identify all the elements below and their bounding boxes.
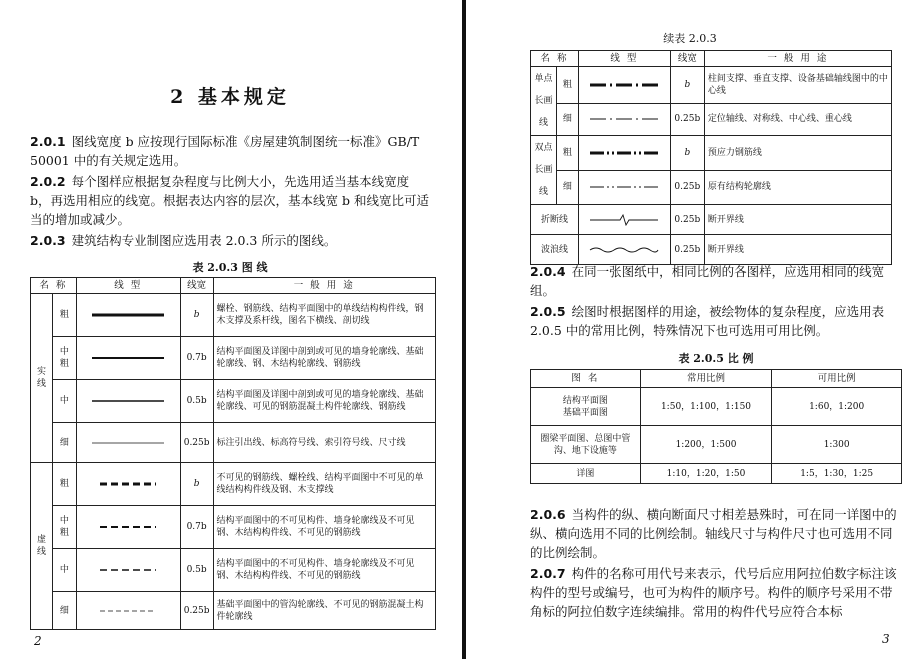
line-width: 0.25b — [180, 423, 213, 463]
break-line-icon — [586, 214, 662, 226]
clause-text: 当构件的纵、横向断面尺寸相差悬殊时，可在同一详图中的纵、横向选用不同的比例绘制。轴线尺寸与构件尺寸也可选用不同的比例绘制。 — [530, 507, 897, 560]
optional-scale: 1:5，1:30，1:25 — [772, 464, 902, 484]
book-spine — [460, 0, 470, 659]
group-name: 实线 — [31, 294, 53, 463]
table-row — [31, 423, 436, 463]
clause-number: 2.0.6 — [530, 507, 566, 522]
table-row — [31, 592, 436, 630]
sub-name: 中 — [52, 380, 76, 423]
sub-name: 细 — [556, 103, 578, 135]
usage: 柱间支撑、垂直支撑、设备基础轴线图中的中心线 — [704, 67, 891, 104]
header-width: 线宽 — [670, 51, 704, 67]
clause-number: 2.0.1 — [30, 134, 66, 149]
line-width: b — [180, 463, 213, 506]
line-width: 0.25b — [670, 235, 704, 265]
clause-number: 2.0.3 — [30, 233, 66, 248]
line-sample — [76, 294, 180, 337]
usage: 基础平面图中的管沟轮廓线、不可见的钢筋混凝土构件轮廓线 — [213, 592, 435, 630]
table-row — [31, 506, 436, 549]
usage: 定位轴线、对称线、中心线、重心线 — [704, 103, 891, 135]
table-row — [531, 136, 892, 171]
line-sample — [578, 235, 670, 265]
wavy-line-icon — [586, 245, 662, 255]
line-sample — [578, 136, 670, 171]
clause-2-0-6 — [530, 505, 902, 562]
double-dash-dot-thin-line-icon — [586, 183, 662, 191]
usage: 螺栓、钢筋线、结构平面图中的单线结构构件线，钢木支撑及系杆线，图名下横线、剖切线 — [213, 294, 435, 337]
line-width: 0.25b — [670, 170, 704, 205]
line-width: 0.7b — [180, 506, 213, 549]
usage: 标注引出线、标高符号线、索引符号线、尺寸线 — [213, 423, 435, 463]
table-row — [531, 464, 902, 484]
usage: 结构平面图中的不可见构件、墙身轮廓线及不可见钢、木结构构件线、不可见的钢筋线 — [213, 506, 435, 549]
sub-name: 粗 — [556, 136, 578, 171]
row-name: 双点长画线 — [531, 136, 557, 205]
header-use: 一 般 用 途 — [704, 51, 891, 67]
table-row — [531, 388, 902, 426]
usage: 预应力钢筋线 — [704, 136, 891, 171]
line-sample — [578, 103, 670, 135]
dash-dot-thin-line-icon — [586, 115, 662, 123]
table-row — [31, 337, 436, 380]
line-width: 0.5b — [180, 380, 213, 423]
double-dash-dot-thick-line-icon — [586, 149, 662, 157]
line-width: 0.5b — [180, 549, 213, 592]
table-row — [31, 549, 436, 592]
solid-thick-line-icon — [88, 311, 168, 319]
table-row — [531, 103, 892, 135]
line-sample — [76, 592, 180, 630]
header-name: 名 称 — [31, 278, 77, 294]
header-name: 名 称 — [531, 51, 579, 67]
solid-thin-line-icon — [88, 439, 168, 447]
optional-scale: 1:300 — [772, 426, 902, 464]
line-sample — [578, 67, 670, 104]
clause-text: 图线宽度 b 应按现行国际标准《房屋建筑制图统一标准》GB/T 50001 中的有关规定选用。 — [30, 134, 420, 168]
sub-name: 中粗 — [52, 506, 76, 549]
sub-name: 细 — [52, 592, 76, 630]
table-row — [31, 463, 436, 506]
dashed-thin-line-icon — [88, 607, 168, 615]
line-width: 0.25b — [670, 103, 704, 135]
page-number: 3 — [882, 632, 890, 646]
clause-2-0-7 — [530, 564, 902, 621]
line-sample — [76, 337, 180, 380]
drawing-name: 圈梁平面图、总图中管沟、地下设施等 — [531, 426, 641, 464]
table-row — [531, 235, 892, 265]
line-sample — [578, 205, 670, 235]
header-use: 一 般 用 途 — [213, 278, 435, 294]
clause-number: 2.0.5 — [530, 304, 566, 319]
common-scale: 1:50，1:100，1:150 — [640, 388, 772, 426]
sub-name: 粗 — [52, 463, 76, 506]
clause-2-0-4 — [530, 262, 902, 300]
usage: 断开界线 — [704, 235, 891, 265]
table-row — [31, 294, 436, 337]
dash-dot-thick-line-icon — [586, 81, 662, 89]
usage: 结构平面图中的不可见构件、墙身轮廓线及不可见钢、木结构构件线、不可见的钢筋线 — [213, 549, 435, 592]
solid-medium-line-icon — [88, 397, 168, 405]
clause-number: 2.0.7 — [530, 566, 566, 581]
common-scale: 1:200，1:500 — [640, 426, 772, 464]
line-width: 0.25b — [180, 592, 213, 630]
line-sample — [76, 423, 180, 463]
row-name: 单点长画线 — [531, 67, 557, 136]
table-row — [531, 67, 892, 104]
table-caption: 表 2.0.3 图 线 — [192, 261, 268, 274]
usage: 结构平面图及详图中剖到或可见的墙身轮廓线、基础轮廓线、钢、木结构轮廓线、钢筋线 — [213, 337, 435, 380]
drawing-name: 结构平面图 基础平面图 — [531, 388, 641, 426]
right-page — [470, 0, 920, 659]
continued-table-caption: 续表 2.0.3 — [663, 32, 717, 45]
header-linetype: 线 型 — [76, 278, 180, 294]
clause-2-0-2 — [30, 172, 430, 229]
dashed-medium-line-icon — [88, 566, 168, 574]
clause-2-0-5 — [530, 302, 902, 340]
clause-number: 2.0.4 — [530, 264, 566, 279]
solid-medium-thick-line-icon — [88, 354, 168, 362]
page-number: 2 — [34, 634, 42, 648]
clause-text: 建筑结构专业制图应选用表 2.0.3 所示的图线。 — [71, 233, 337, 248]
usage: 不可见的钢筋线、螺栓线、结构平面图中不可见的单线结构构件线及钢、木支撑线 — [213, 463, 435, 506]
line-width: b — [180, 294, 213, 337]
table-row — [531, 426, 902, 464]
clause-text: 每个图样应根据复杂程度与比例大小，先选用适当基本线宽度 b，再选用相应的线宽。根据表达内容的层次，基本线宽 b 和线宽比可适当的增加或减少。 — [30, 174, 429, 227]
scale-table-caption: 表 2.0.5 比 例 — [678, 352, 754, 365]
line-sample — [76, 463, 180, 506]
dashed-thick-line-icon — [88, 480, 168, 488]
line-sample — [76, 506, 180, 549]
row-name: 波浪线 — [531, 235, 579, 265]
drawing-name: 详图 — [531, 464, 641, 484]
sub-name: 中 — [52, 549, 76, 592]
chapter-title: 2 基本规定 — [170, 86, 290, 108]
sub-name: 粗 — [556, 67, 578, 104]
continued-line-type-table — [530, 50, 892, 265]
usage: 断开界线 — [704, 205, 891, 235]
usage: 结构平面图及详图中剖到或可见的墙身轮廓线、基础轮廓线、可见的钢筋混凝土构件轮廓线、钢筋线 — [213, 380, 435, 423]
header-drawing-name: 图 名 — [531, 370, 641, 388]
row-name: 折断线 — [531, 205, 579, 235]
usage: 原有结构轮廓线 — [704, 170, 891, 205]
header-common-scale: 常用比例 — [640, 370, 772, 388]
table-row — [531, 170, 892, 205]
line-width: b — [670, 136, 704, 171]
clause-text: 构件的名称可用代号来表示，代号后应用阿拉伯数字标注该构件的型号或编号，也可为构件的顺序号。构件的顺序号采用不带角标的阿拉伯数字连续编排。常用的构件代号应符合本标 — [530, 566, 897, 619]
clause-2-0-1 — [30, 132, 430, 170]
clause-2-0-3 — [30, 231, 430, 250]
line-sample — [76, 549, 180, 592]
header-width: 线宽 — [180, 278, 213, 294]
common-scale: 1:10，1:20，1:50 — [640, 464, 772, 484]
clause-text: 绘图时根据图样的用途，被绘物体的复杂程度，应选用表 2.0.5 中的常用比例，特殊情况下也可选用可用比例。 — [530, 304, 885, 338]
table-row — [531, 205, 892, 235]
group-name: 虚线 — [31, 463, 53, 630]
line-width: 0.7b — [180, 337, 213, 380]
header-optional-scale: 可用比例 — [772, 370, 902, 388]
clause-number: 2.0.2 — [30, 174, 66, 189]
optional-scale: 1:60，1:200 — [772, 388, 902, 426]
sub-name: 中粗 — [52, 337, 76, 380]
sub-name: 细 — [556, 170, 578, 205]
line-width: 0.25b — [670, 205, 704, 235]
sub-name: 细 — [52, 423, 76, 463]
line-sample — [76, 380, 180, 423]
clause-text: 在同一张图纸中，相同比例的各图样，应选用相同的线宽组。 — [530, 264, 885, 298]
line-sample — [578, 170, 670, 205]
dashed-medium-thick-line-icon — [88, 523, 168, 531]
table-row — [31, 380, 436, 423]
line-width: b — [670, 67, 704, 104]
header-linetype: 线 型 — [578, 51, 670, 67]
sub-name: 粗 — [52, 294, 76, 337]
line-type-table — [30, 277, 436, 630]
scale-table — [530, 369, 902, 484]
